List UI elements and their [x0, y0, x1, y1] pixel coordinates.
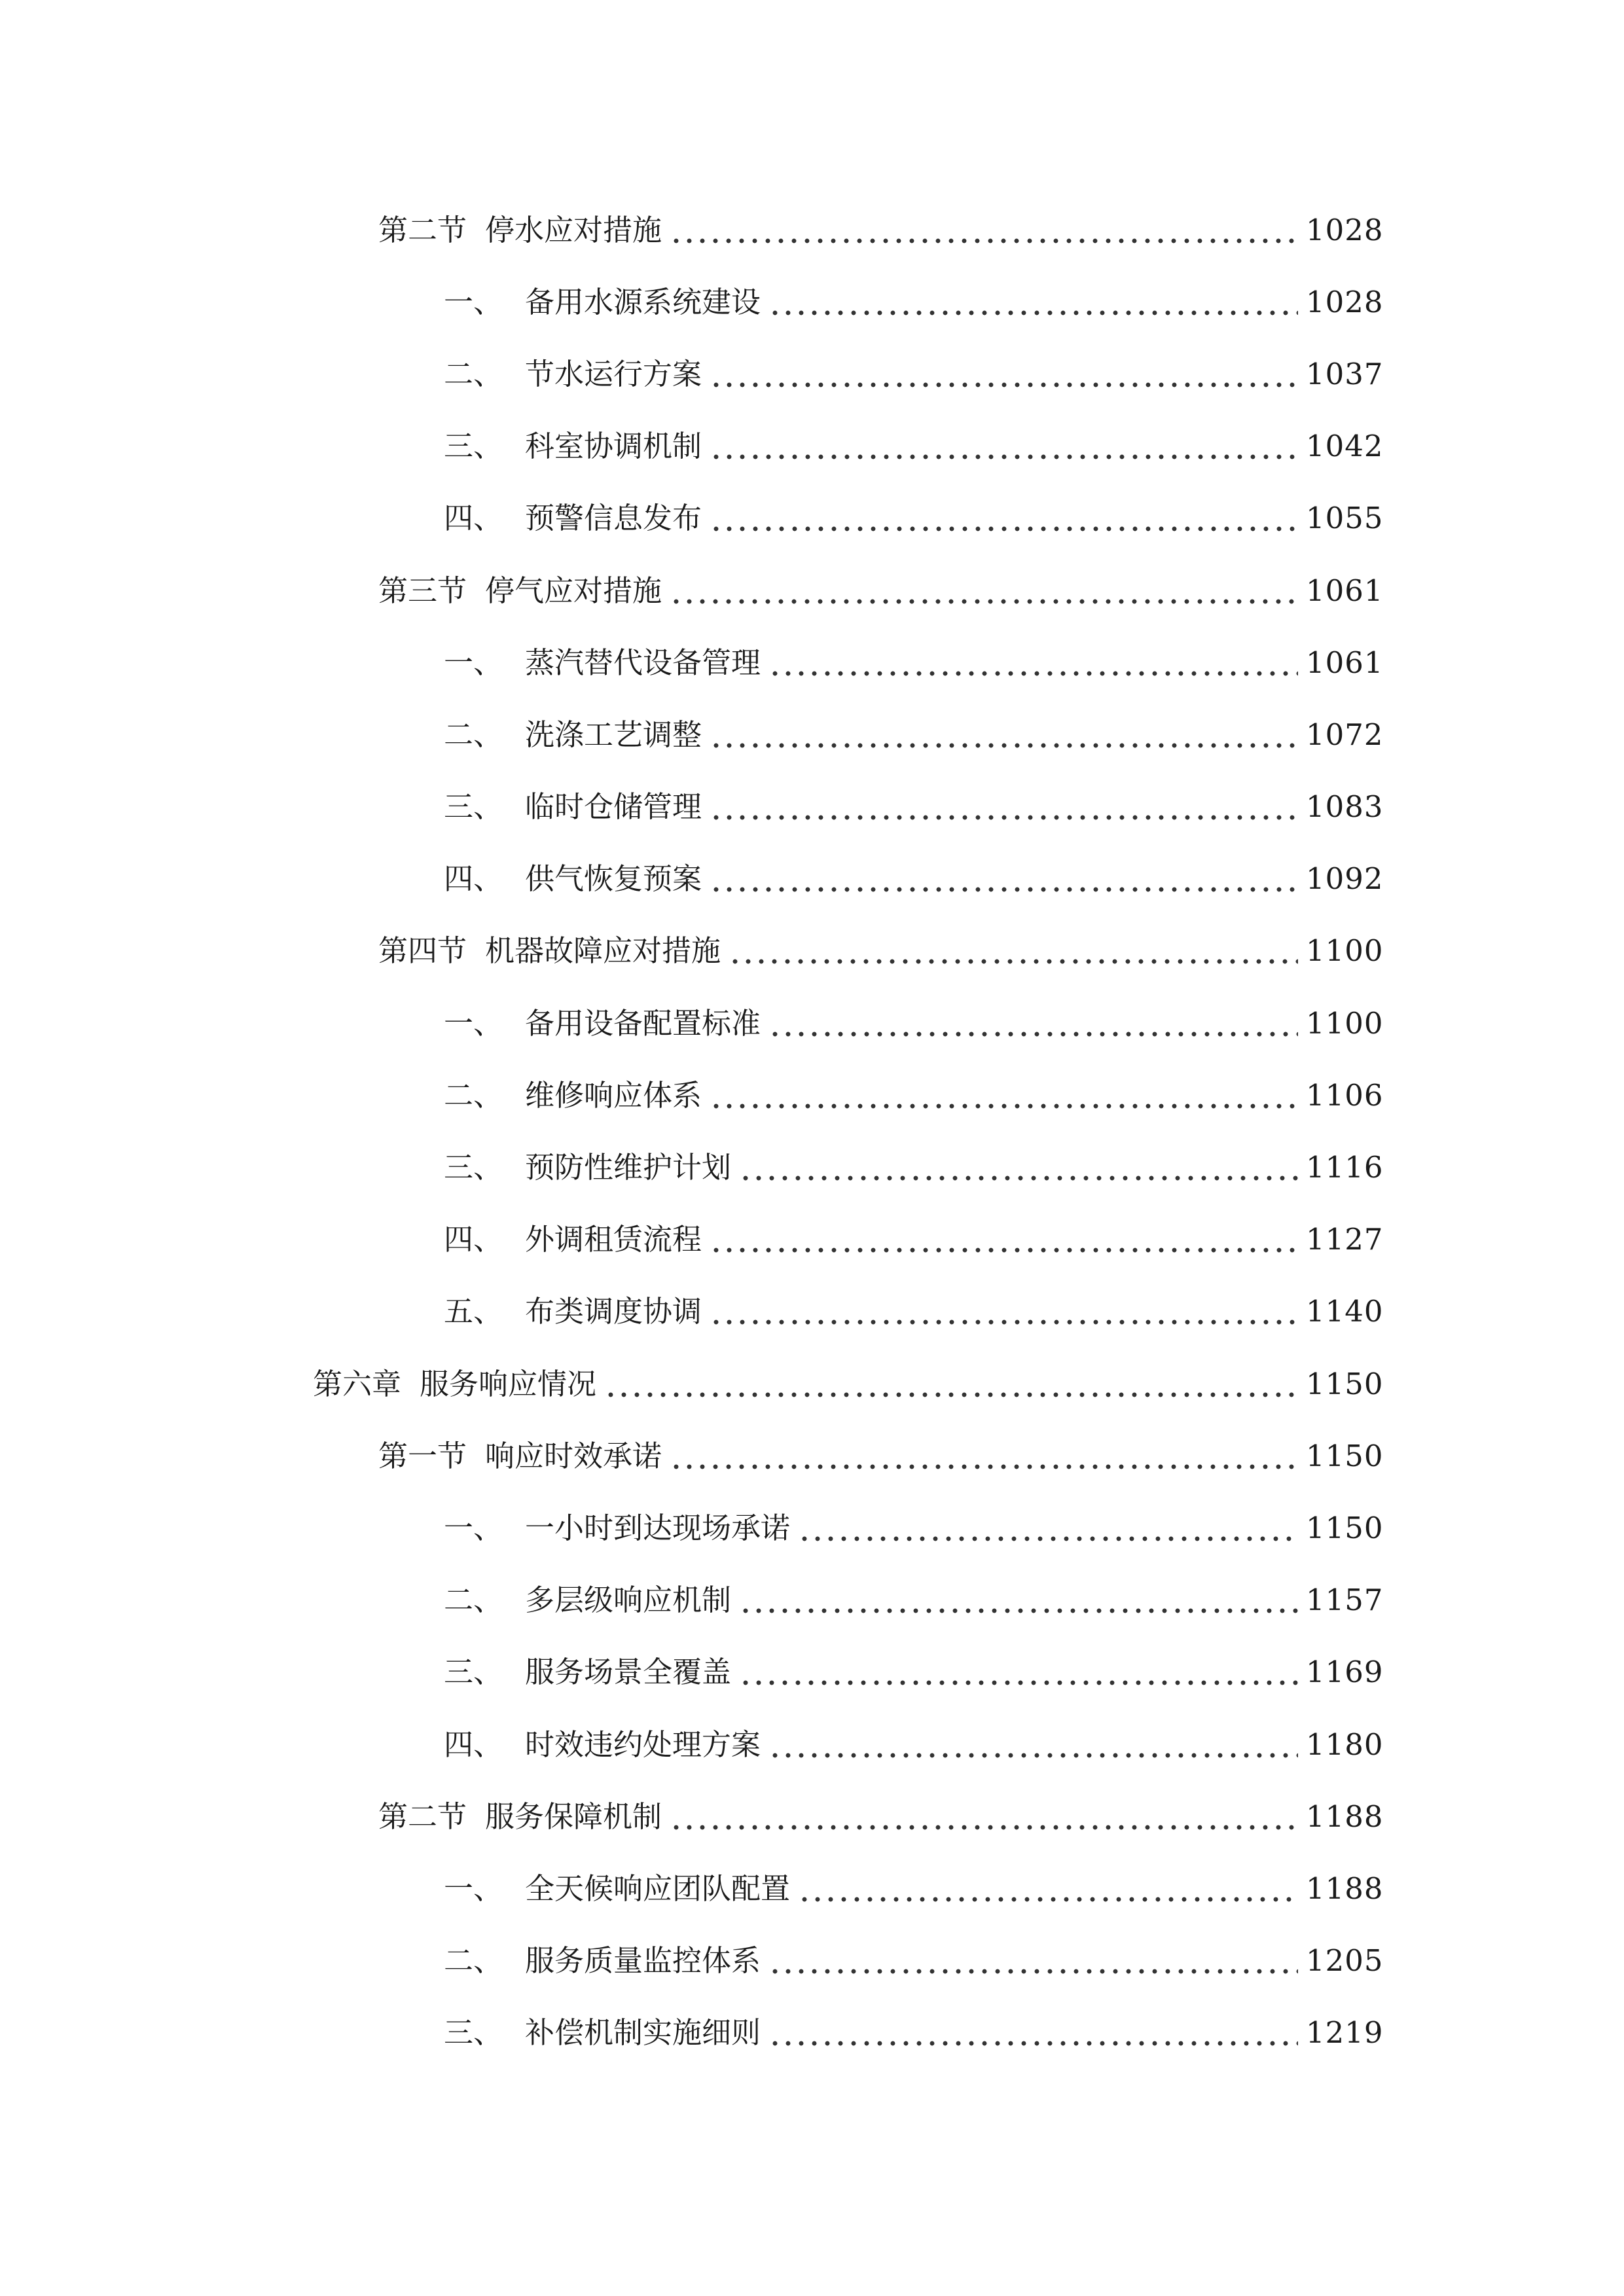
toc-entry-label — [444, 501, 707, 536]
toc-page-number: 1100 — [1306, 1005, 1384, 1041]
toc-entry-item[interactable] — [0, 1997, 1624, 2069]
dot-leader — [710, 1081, 1298, 1110]
toc-page-number: 1106 — [1306, 1077, 1384, 1113]
toc-page-number: 1188 — [1306, 1799, 1384, 1834]
toc-entry-label — [444, 1655, 736, 1690]
dot-leader — [670, 215, 1298, 245]
dot-leader — [768, 287, 1298, 317]
dot-leader — [604, 1369, 1298, 1399]
toc-page-number: 1180 — [1306, 1727, 1384, 1762]
toc-entry-item[interactable] — [0, 266, 1624, 338]
toc-entry-label — [378, 1438, 667, 1473]
toc-entry-item[interactable] — [0, 1492, 1624, 1564]
toc-entry-number: 三、 — [444, 2015, 503, 2051]
toc-page-number: 1116 — [1306, 1150, 1384, 1185]
dot-leader — [768, 2018, 1298, 2047]
toc-page-number: 1169 — [1306, 1655, 1384, 1690]
toc-page-number: 1150 — [1306, 1366, 1384, 1401]
toc-entry-title: 响应时效承诺 — [485, 1438, 662, 1473]
toc-entry-chapter[interactable] — [0, 1348, 1624, 1420]
toc-entry-number: 二、 — [444, 1077, 503, 1113]
toc-entry-label — [444, 789, 707, 825]
toc-entry-title: 布类调度协调 — [525, 1294, 702, 1329]
toc-page-number: 1055 — [1306, 501, 1384, 536]
dot-leader — [739, 1657, 1298, 1687]
toc-entry-title: 停气应对措施 — [485, 573, 662, 608]
dot-leader — [710, 1297, 1298, 1326]
toc-entry-title: 时效违约处理方案 — [525, 1727, 761, 1762]
toc-entry-item[interactable] — [0, 338, 1624, 410]
toc-entry-label — [378, 933, 726, 969]
table-of-contents — [0, 194, 1624, 2069]
toc-entry-title: 服务响应情况 — [420, 1366, 597, 1401]
toc-entry-label — [444, 1727, 766, 1762]
toc-entry-title: 多层级响应机制 — [525, 1583, 732, 1618]
dot-leader — [710, 720, 1298, 749]
toc-page-number: 1205 — [1306, 1943, 1384, 1979]
toc-entry-title: 全天候响应团队配置 — [525, 1871, 791, 1906]
toc-entry-number: 四、 — [444, 1727, 503, 1762]
toc-entry-item[interactable] — [0, 843, 1624, 915]
toc-entry-label — [444, 645, 766, 680]
toc-entry-title: 临时仓储管理 — [525, 789, 702, 825]
toc-entry-item[interactable] — [0, 626, 1624, 698]
toc-entry-number: 三、 — [444, 1655, 503, 1690]
toc-page-number: 1150 — [1306, 1510, 1384, 1545]
dot-leader — [739, 1585, 1298, 1615]
toc-entry-title: 一小时到达现场承诺 — [525, 1510, 791, 1545]
toc-entry-label — [444, 429, 707, 464]
toc-entry-number: 二、 — [444, 1943, 503, 1979]
toc-entry-label — [378, 1799, 667, 1834]
toc-entry-section[interactable] — [0, 194, 1624, 266]
toc-entry-item[interactable] — [0, 1852, 1624, 1924]
toc-entry-number: 一、 — [444, 1510, 503, 1545]
toc-page-number: 1028 — [1306, 284, 1384, 319]
toc-entry-item[interactable] — [0, 1708, 1624, 1780]
dot-leader — [710, 1225, 1298, 1254]
toc-entry-label — [444, 861, 707, 897]
toc-entry-number: 三、 — [444, 789, 503, 825]
toc-entry-number: 四、 — [444, 861, 503, 897]
toc-entry-title: 备用设备配置标准 — [525, 1005, 761, 1041]
toc-entry-label — [444, 1943, 766, 1979]
toc-page-number: 1140 — [1306, 1294, 1384, 1329]
toc-entry-title: 外调租赁流程 — [525, 1222, 702, 1257]
toc-page-number: 1042 — [1306, 429, 1384, 464]
toc-entry-title: 节水运行方案 — [525, 356, 702, 391]
toc-entry-label — [444, 1222, 707, 1257]
toc-entry-section[interactable] — [0, 554, 1624, 626]
toc-entry-title: 预防性维护计划 — [525, 1150, 732, 1185]
toc-page-number: 1150 — [1306, 1438, 1384, 1473]
toc-page-number: 1157 — [1306, 1583, 1384, 1618]
toc-page-number: 1061 — [1306, 573, 1384, 608]
toc-entry-number: 第六章 — [313, 1366, 402, 1401]
toc-page-number: 1037 — [1306, 356, 1384, 391]
toc-entry-label — [444, 1583, 736, 1618]
dot-leader — [710, 503, 1298, 533]
toc-entry-number: 第三节 — [378, 573, 467, 608]
toc-page-number: 1188 — [1306, 1871, 1384, 1906]
toc-entry-label — [444, 2015, 766, 2051]
toc-entry-title: 供气恢复预案 — [525, 861, 702, 897]
toc-entry-number: 第一节 — [378, 1438, 467, 1473]
toc-entry-title: 服务场景全覆盖 — [525, 1655, 732, 1690]
toc-entry-item[interactable] — [0, 482, 1624, 554]
toc-entry-title: 停水应对措施 — [485, 212, 662, 247]
toc-page-number: 1127 — [1306, 1222, 1384, 1257]
toc-entry-number: 二、 — [444, 356, 503, 391]
toc-entry-label — [378, 212, 667, 247]
toc-entry-number: 二、 — [444, 717, 503, 752]
toc-entry-item[interactable] — [0, 1276, 1624, 1348]
toc-entry-number: 二、 — [444, 1583, 503, 1618]
dot-leader — [710, 792, 1298, 821]
toc-entry-number: 一、 — [444, 1005, 503, 1041]
toc-entry-section[interactable] — [0, 1420, 1624, 1492]
toc-entry-number: 三、 — [444, 429, 503, 464]
dot-leader — [670, 1802, 1298, 1831]
toc-entry-item[interactable] — [0, 771, 1624, 843]
dot-leader — [768, 1946, 1298, 1975]
toc-entry-title: 洗涤工艺调整 — [525, 717, 702, 752]
toc-entry-item[interactable] — [0, 987, 1624, 1059]
toc-entry-number: 五、 — [444, 1294, 503, 1329]
toc-page-number: 1219 — [1306, 2015, 1384, 2051]
toc-entry-number: 四、 — [444, 1222, 503, 1257]
toc-entry-item[interactable] — [0, 698, 1624, 770]
toc-page-number: 1061 — [1306, 645, 1384, 680]
toc-entry-label — [378, 573, 667, 608]
toc-entry-label — [444, 1510, 795, 1545]
toc-entry-label — [313, 1366, 602, 1401]
toc-entry-item[interactable] — [0, 410, 1624, 482]
toc-entry-number: 一、 — [444, 645, 503, 680]
toc-entry-number: 第四节 — [378, 933, 467, 969]
toc-entry-title: 预警信息发布 — [525, 501, 702, 536]
toc-entry-item[interactable] — [0, 1636, 1624, 1708]
toc-entry-title: 蒸汽替代设备管理 — [525, 645, 761, 680]
toc-entry-label — [444, 1150, 736, 1185]
dot-leader — [710, 864, 1298, 893]
toc-entry-label — [444, 717, 707, 752]
toc-entry-label — [444, 1077, 707, 1113]
toc-page-number: 1072 — [1306, 717, 1384, 752]
toc-entry-number: 一、 — [444, 1871, 503, 1906]
dot-leader — [670, 576, 1298, 605]
toc-entry-title: 维修响应体系 — [525, 1077, 702, 1113]
toc-entry-label — [444, 1871, 795, 1906]
toc-entry-label — [444, 1005, 766, 1041]
toc-page-number: 1100 — [1306, 933, 1384, 969]
toc-page-number: 1028 — [1306, 212, 1384, 247]
toc-entry-item[interactable] — [0, 1059, 1624, 1131]
dot-leader — [710, 431, 1298, 461]
dot-leader — [768, 648, 1298, 677]
toc-entry-number: 一、 — [444, 284, 503, 319]
toc-page-number: 1083 — [1306, 789, 1384, 825]
toc-entry-item[interactable] — [0, 1564, 1624, 1636]
toc-entry-section[interactable] — [0, 1780, 1624, 1852]
toc-entry-label — [444, 356, 707, 391]
toc-entry-title: 机器故障应对措施 — [485, 933, 721, 969]
toc-entry-title: 服务保障机制 — [485, 1799, 662, 1834]
toc-entry-number: 第二节 — [378, 212, 467, 247]
dot-leader — [729, 936, 1298, 965]
toc-page-number: 1092 — [1306, 861, 1384, 897]
dot-leader — [768, 1730, 1298, 1759]
toc-entry-section[interactable] — [0, 915, 1624, 987]
toc-entry-title: 服务质量监控体系 — [525, 1943, 761, 1979]
toc-entry-title: 科室协调机制 — [525, 429, 702, 464]
dot-leader — [670, 1441, 1298, 1471]
toc-entry-label — [444, 1294, 707, 1329]
dot-leader — [768, 1009, 1298, 1038]
toc-entry-number: 三、 — [444, 1150, 503, 1185]
dot-leader — [798, 1874, 1298, 1903]
toc-entry-title: 备用水源系统建设 — [525, 284, 761, 319]
dot-leader — [739, 1153, 1298, 1182]
toc-entry-item[interactable] — [0, 1131, 1624, 1203]
toc-entry-number: 第二节 — [378, 1799, 467, 1834]
toc-entry-item[interactable] — [0, 1925, 1624, 1997]
dot-leader — [798, 1513, 1298, 1543]
toc-entry-label — [444, 284, 766, 319]
toc-entry-item[interactable] — [0, 1204, 1624, 1276]
dot-leader — [710, 359, 1298, 389]
toc-entry-title: 补偿机制实施细则 — [525, 2015, 761, 2051]
toc-entry-number: 四、 — [444, 501, 503, 536]
